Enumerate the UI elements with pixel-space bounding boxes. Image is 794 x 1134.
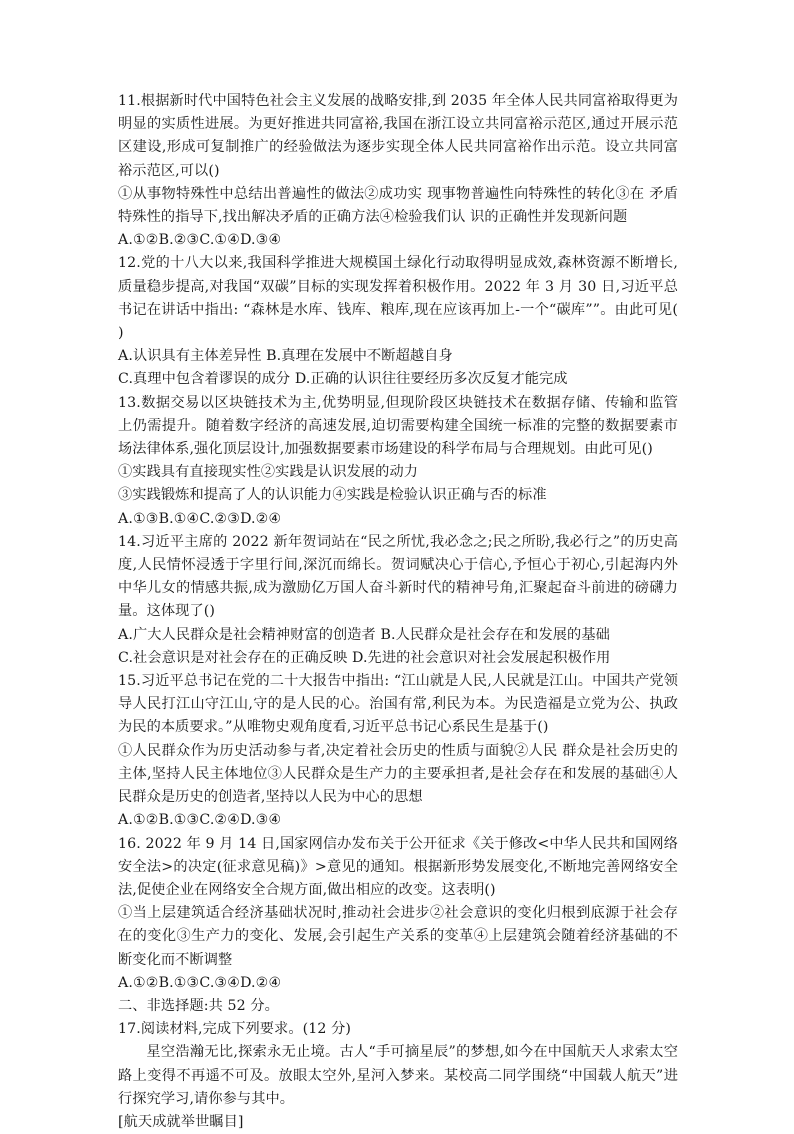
question-12-stem: 12.党的十八大以来,我国科学推进大规模国土绿化行动取得明显成效,森林资源不断增长,质量稳步提高,对我国“双碳”目标的实现发挥着积极作用。2022 年 3 月 30 日,习近平总书记在讲话中指出: “森林是水库、钱库、粮库,现在应该再加上-一个“碳库””。由此可见( ) bbox=[118, 255, 678, 342]
question-12-options-ab: A.认识具有主体差异性 B.真理在发展中不断超越自身 bbox=[118, 348, 453, 365]
question-13-statements-2: ③实践锻炼和提高了人的认识能力④实践是检验认识正确与否的标准 bbox=[118, 487, 547, 504]
question-14 bbox=[118, 531, 678, 670]
question-14-options-cd: C.社会意识是对社会存在的正确反映 D.先进的社会意识对社会发展起积极作用 bbox=[118, 649, 611, 666]
question-13-stem: 13.数据交易以区块链技术为主,优势明显,但现阶段区块链技术在数据存储、传输和监管上仍需提升。随着数字经济的高速发展,迫切需要构建全国统一标准的完整的数据要素市场法律体系,强化顶层设计,加强数据要素市场建设的科学布局与合理规划。由此可见() bbox=[118, 394, 678, 458]
section-2-heading: 二、非选择题:共 52 分。 bbox=[118, 997, 279, 1014]
question-11-statements: ①从事物特殊性中总结出普遍性的做法②成功实 现事物普遍性向特殊性的转化③在 矛盾特殊性的指导下,找出解决矛盾的正确方法④检验我们认 识的正确性并发现新问题 bbox=[118, 185, 678, 226]
question-17-subheading: [航天成就举世瞩目] bbox=[118, 1113, 244, 1130]
question-16-options: A.①②B.①③C.③④D.②④ bbox=[118, 974, 282, 991]
question-11-options: A.①②B.②③C.①④D.③④ bbox=[118, 232, 282, 249]
question-11-stem: 11.根据新时代中国特色社会主义发展的战略安排,到 2035 年全体人民共同富裕取得更为明显的实质性进展。为更好推进共同富裕,我国在浙江设立共同富裕示范区,通过开展示范区建设,形成可复制推广的经验做法为逐步实现全体人民共同富裕作出示范。设立共同富裕示范区,可以() bbox=[118, 93, 678, 179]
question-13 bbox=[118, 392, 678, 531]
question-12-options-cd: C.真理中包含着谬误的成分 D.正确的认识往往要经历多次反复才能完成 bbox=[118, 371, 568, 388]
exam-page bbox=[118, 90, 678, 1134]
question-17-material: 星空浩瀚无比,探索永无止境。古人“手可摘星辰”的梦想,如今在中国航天人求索太空路上变得不再遥不可及。放眼太空外,星河入梦来。某校高二同学围绕“中国载人航天”进行探究学习,请你参与其中。 bbox=[118, 1044, 678, 1107]
question-13-statements-1: ①实践具有直接现实性②实践是认识发展的动力 bbox=[118, 464, 419, 481]
question-16-statements: ①当上层建筑适合经济基础状况时,推动社会进步②社会意识的变化归根到底源于社会存在的变化③生产力的变化、发展,会引起生产关系的变革④上层建筑会随着经济基础的不断变化而不断调整 bbox=[118, 905, 678, 968]
question-15-options: A.①②B.①③C.②④D.③④ bbox=[118, 812, 282, 829]
question-15-stem: 15.习近平总书记在党的二十大报告中指出: “江山就是人民,人民就是江山。中国共产党领导人民打江山守江山,守的是人民的心。治国有常,利民为本。为民造福是立党为公、执政为民的本质要求。”从唯物史观角度看,习近平总书记心系民生是基于() bbox=[118, 673, 678, 736]
question-14-stem: 14.习近平主席的 2022 新年贺词站在“民之所忧,我必念之;民之所盼,我必行之”的历史高度,人民情怀浸透于字里行间,深沉而绵长。贺词赋决心于信心,予恒心于初心,引起海内外中华儿女的情感共振,成为激励亿万国人奋斗新时代的精神号角,汇聚起奋斗前进的磅礴力量。这体现了() bbox=[118, 533, 678, 620]
question-15-statements: ①人民群众作为历史活动参与者,决定着社会历史的性质与面貌②人民 群众是社会历史的主体,坚持人民主体地位③人民群众是生产力的主要承担者,是社会存在和发展的基础④人民群众是历史的创造者,坚持以人民为中心的思想 bbox=[118, 742, 678, 806]
question-17-stem: 17.阅读材料,完成下列要求。(12 分) bbox=[118, 1021, 352, 1038]
question-17 bbox=[118, 1018, 678, 1134]
question-16-stem: 16. 2022 年 9 月 14 日,国家网信办发布关于公开征求《关于修改<中华人民共和国网络安全法>的决定(征求意见稿)》>意见的通知。根据新形势发展变化,不断地完善网络安全法,促使企业在网络安全合规方面,做出相应的改变。这表明() bbox=[118, 835, 678, 898]
question-12 bbox=[118, 252, 678, 391]
question-13-options: A.①③B.①④C.②③D.②④ bbox=[118, 510, 282, 527]
question-11 bbox=[118, 90, 678, 252]
question-14-options-ab: A.广大人民群众是社会精神财富的创造者 B.人民群众是社会存在和发展的基础 bbox=[118, 626, 610, 643]
question-16 bbox=[118, 833, 678, 995]
question-15 bbox=[118, 670, 678, 832]
